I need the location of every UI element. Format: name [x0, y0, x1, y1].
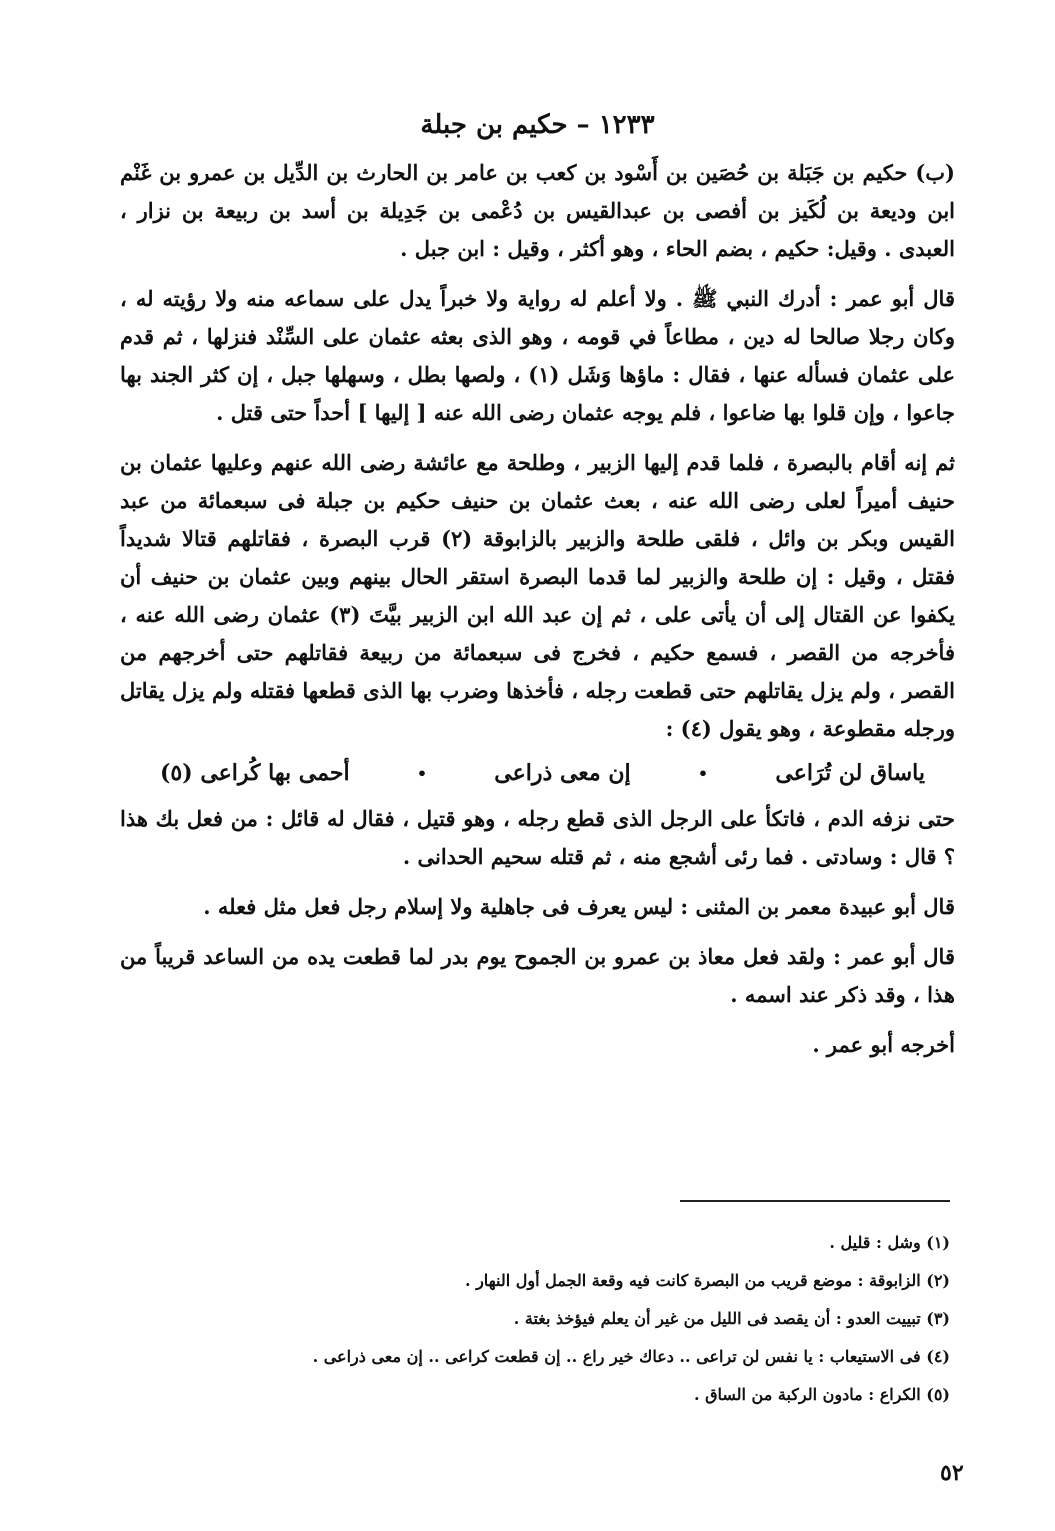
footnote-1: (١) وشل : قليل . — [829, 1233, 950, 1252]
footnote-4: (٤) فى الاستيعاب : يا نفس لن تراعى .. دعاك خير راع .. إن قطعت كراعى .. إن معى ذراعى . — [312, 1347, 950, 1366]
footnote-5: (٥) الكراع : مادون الركبة من الساق . — [693, 1385, 950, 1404]
page-number: ٥٢ — [940, 1460, 964, 1486]
verse-hemistich-2: إن معى ذراعى — [494, 760, 631, 786]
paragraph-source: أخرجه أبو عمر . — [812, 1032, 955, 1057]
footnote-3: (٣) تبييت العدو : أن يقصد فى الليل من غير أن يعلم فيؤخذ بغتة . — [513, 1309, 950, 1328]
paragraph-basra: ثم إنه أقام بالبصرة ، فلما قدم إليها الزبير ، وطلحة مع عائشة رضى الله عنهم وعليها عثمان بن حنيف أميراً لعلى رضى الله عنه ، بعث عثمان بن حنيف حكيم بن جبلة فى سبعمائة من عبد القيس وبكر بن وائل ، فلقى طلحة والزبير بالزابوقة (٢) قرب البصرة ، فقاتلهم قتالا شديداً فقتل ، وقيل : إن طلحة والزبير لما قدما البصرة استقر الحال بينهم وبين عثمان بن حنيف أن يكفوا عن القتال إلى أن يأتى على ، ثم إن عبد الله ابن الزبير بيَّتَ (٣) عثمان رضى الله عنه ، فأخرجه من القصر ، فسمع حكيم ، فخرج فى سبعمائة من ربيعة فقاتلهم حتى أخرجهم من القصر ، ولم يزل يقاتلهم حتى قطعت رجله ، فأخذها وضرب بها الذى قطعها فقتله ولم يزل يقاتل ورجله مقطوعة ، وهو يقول (٤) : — [120, 450, 955, 741]
paragraph-abu-umar: قال أبو عمر : أدرك النبي ﷺ . ولا أعلم له رواية ولا خبراً يدل على سماعه منه ولا رؤيته له ، وكان رجلا صالحا له دين ، مطاعاً في قومه ، وهو الذى بعثه عثمان على السِّنْد فنزلها ، ثم قدم على عثمان فسأله عنها ، فقال : ماؤها وَشَل (١) ، ولصها بطل ، وسهلها جبل ، إن كثر الجند بها جاعوا ، وإن قلوا بها ضاعوا ، فلم يوجه عثمان رضى الله عنه [ إليها ] أحداً حتى قتل . — [120, 286, 955, 425]
footnotes — [180, 1224, 950, 1414]
verse-separator: • — [697, 763, 709, 783]
paragraph-death: حتى نزفه الدم ، فاتكأ على الرجل الذى قطع رجله ، وهو قتيل ، فقال له قائل : من فعل بك هذا ؟ قال : وسادتى . فما رئى أشجع منه ، ثم قتله سحيم الحدانى . — [120, 806, 955, 869]
footnote-divider — [680, 1200, 950, 1202]
poem-verse — [120, 760, 955, 786]
footnote-2: (٢) الزابوقة : موضع قريب من البصرة كانت فيه وقعة الجمل أول النهار . — [464, 1271, 950, 1290]
verse-hemistich-1: ياساق لن تُرَاعى — [775, 760, 925, 786]
page-content — [120, 110, 955, 1076]
entry-title: ١٢٣٣ – حكيم بن جبلة — [420, 110, 655, 140]
paragraph-muadh: قال أبو عمر : ولقد فعل معاذ بن عمرو بن الجموح يوم بدر لما قطعت يده من الساعد قريباً من هذا ، وقد ذكر عند اسمه . — [120, 944, 955, 1007]
paragraph-abu-ubayda: قال أبو عبيدة معمر بن المثنى : ليس يعرف فى جاهلية ولا إسلام رجل فعل مثل فعله . — [203, 894, 955, 919]
verse-hemistich-3: أحمى بها كُراعى (٥) — [160, 760, 350, 786]
verse-separator: • — [416, 763, 428, 783]
paragraph-intro: (ب) حكيم بن جَبَلة بن حُصَين بن أَسْود بن كعب بن عامر بن الحارث بن الدِّيل بن عمرو بن غَنْم ابن وديعة بن لُكَيز بن أفصى بن عبدالقيس بن دُعْمى بن جَدِيلة بن أسد بن ربيعة بن نزار ، العبدى . وقيل: حكيم ، بضم الحاء ، وهو أكثر ، وقيل : ابن جبل . — [120, 160, 955, 261]
